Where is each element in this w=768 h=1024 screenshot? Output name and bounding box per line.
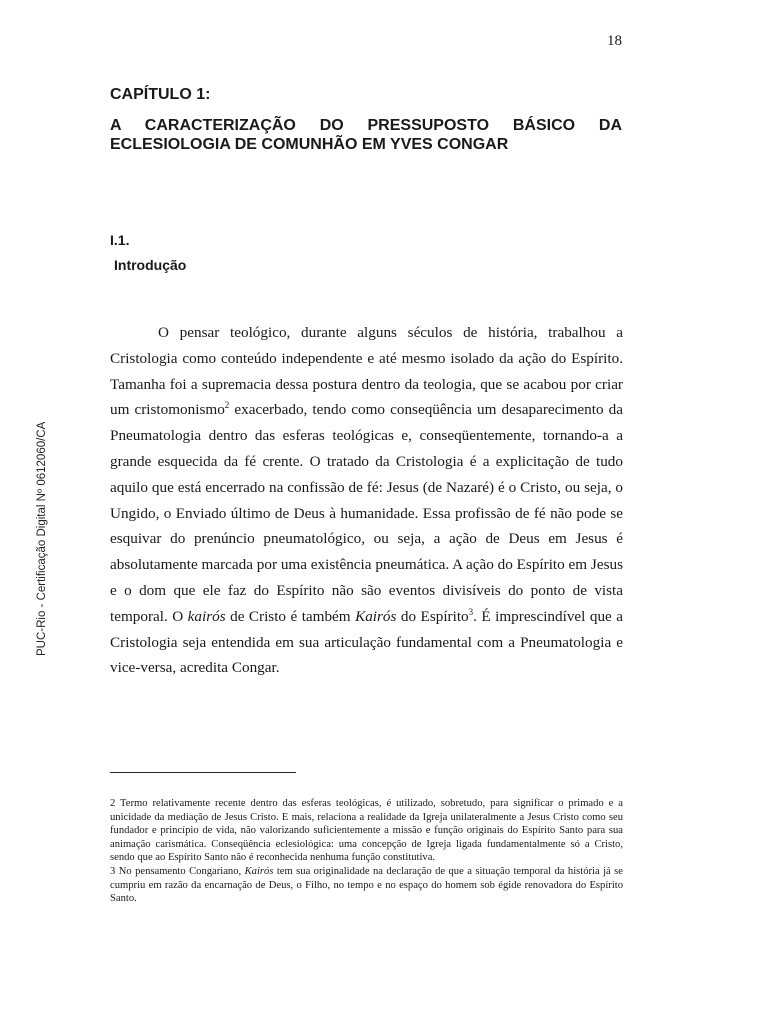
body-paragraph (110, 320, 623, 681)
footnote-text-part: tem sua originalidade na declaração de que a situação temporal da história já se cumpriu em razão da encarnação de Deus, o Filho, no tempo e no espaço do homem sob égide renovadora do Espírito Santo. (110, 865, 623, 905)
page-number: 18 (607, 33, 622, 49)
section-number: I.1. (110, 232, 130, 248)
footnotes (110, 797, 623, 906)
body-text-part: de Cristo é também (225, 607, 356, 625)
italic-term: Kairós (244, 865, 274, 877)
footnote-ref-2[interactable]: 2 (224, 400, 230, 411)
footnote-text-part: 3 No pensamento Congariano, (110, 865, 245, 877)
certification-stamp: PUC-Rio - Certificação Digital Nº 0612060/CA (36, 421, 48, 656)
chapter-title: A CARACTERIZAÇÃO DO PRESSUPOSTO BÁSICO DA ECLESIOLOGIA DE COMUNHÃO EM YVES CONGAR (110, 117, 622, 153)
body-text-part: do Espírito (396, 607, 469, 625)
body-text-part: exacerbado, tendo como conseqüência um desaparecimento da Pneumatologia dentro das esferas teológicas e, conseqüentemente, tornando-a a grande esquecida da fé crente. O tratado da Cristologia é a explicitação de tudo aquilo que está encerrado na confissão de fé: Jesus (de Nazaré) é o Cristo, ou seja, o Ungido, o Enviado último de Deus à humanidade. Essa profissão de fé não pode se esquivar do prenúncio pneumatológico, ou seja, a ação de Deus em Jesus é absolutamente marcada por uma existência pneumática. A ação do Espírito em Jesus e o dom que ele faz do Espírito não são eventos divisíveis do ponto de vista temporal. O (110, 401, 623, 625)
italic-term: Kairós (355, 607, 397, 625)
body-text-part: O pensar teológico, durante alguns séculos de história, trabalhou a Cristologia como conteúdo independente e até mesmo isolado da ação do Espírito. Tamanha foi a supremacia dessa postura dentro da teologia, que se acabou por criar um cristomonismo (110, 324, 623, 419)
footnote-separator (110, 772, 296, 773)
footnote-ref-3[interactable]: 3 (468, 606, 474, 617)
footnote-2: 2 Termo relativamente recente dentro das esferas teológicas, é utilizado, sobretudo, para significar o primado e a unicidade da mediação de Jesus Cristo. E mais, relaciona a realidade da Igreja unilateralmente a Jesus Cristo como seu fundador e princípio de vida, não valorizando suficientemente a missão e função originais do Espírito Santo para sua animação carismática. Conseqüência eclesiológica: uma concepção de Igreja ligada fundamentalmente só a Cristo, sendo que ao Espírito Santo não é reconhecida nenhuma função constitutiva. (110, 798, 623, 864)
footnote-3 (110, 865, 623, 906)
body-text-part: . É imprescindível que a Cristologia seja entendida em sua articulação fundamental com a Pneumatologia e vice-versa, acredita Congar. (110, 607, 623, 677)
italic-term: kairós (187, 607, 226, 625)
chapter-label: CAPÍTULO 1: (110, 86, 211, 103)
section-title: Introdução (114, 257, 187, 273)
